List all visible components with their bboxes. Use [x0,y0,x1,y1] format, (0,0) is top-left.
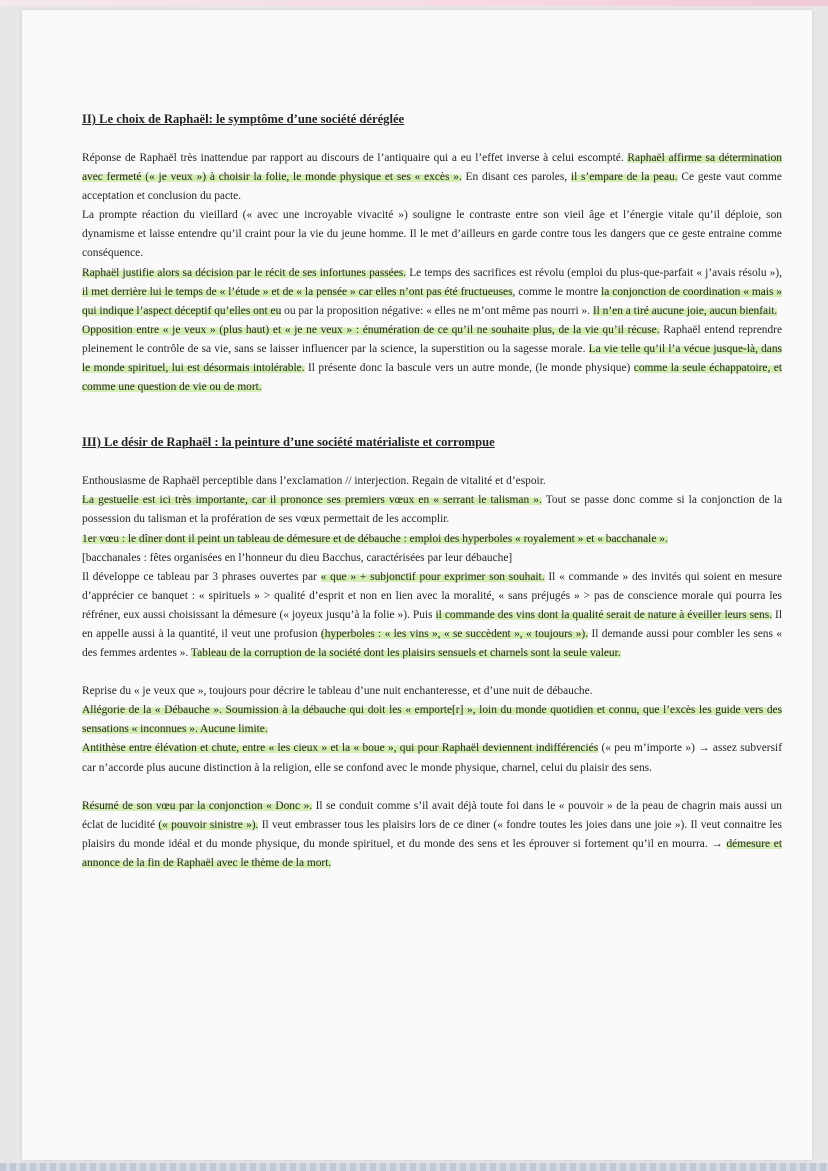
text-run: La prompte réaction du vieillard (« avec une incroyable vivacité ») souligne le contraste entre son vieil âge et l’énergie vitale qu’il déploie, son dynamisme et laisse entendre qu’il craint pour la vie du jeune homme. Il le met d’ailleurs en garde contre tous les dangers que ce geste entraine comme conséquence. [82,209,782,260]
section-3-paragraph-1 [82,472,782,663]
highlighted-text: Antithèse entre élévation et chute, entre « les cieux » et la « boue », qui pour Raphaël deviennent indifférenciés [82,742,599,755]
section-3-title: III) Le désir de Raphaël : la peinture d’une société matérialiste et corrompue [82,435,495,450]
text-run: Réponse de Raphaël très inattendue par rapport au discours de l’antiquaire qui a eu l’effet inverse à celui escompté. [82,152,628,164]
highlighted-text: Il n’en a tiré aucune joie, aucun bienfait. [592,304,778,317]
text-run: Il veut embrasser tous les plaisirs lors de ce diner (« fondre toutes les joies dans une joie »). Il veut connaitre les plaisirs du monde idéal et du monde physique, du monde spirituel, et du monde des sens et les éprouver si fortement qu’il en mourra. → [82,818,782,850]
text-run: Il « commande » des invités qui soient en mesure d’apprécier ce banquet : « spirituels » > qualité d’esprit et non en lien avec la moralité, « sans préjugés » > pas de conscience morale qui pourra les réfréner, eux aussi choisissant la démesure (« joyeux jusqu’à la folie »). Puis [82,570,783,621]
highlighted-text: il commande des vins dont la qualité serait de nature à éveiller leurs sens. [435,608,773,621]
highlighted-text: il met derrière lui le temps de « l’étude » et de « la pensée » car elles n’ont pas été fructueuses [82,285,513,298]
highlighted-text: comme la seule échappatoire, et comme une question de vie ou de mort. [82,362,782,394]
section-spacer [82,397,782,433]
text-run: Raphaël entend reprendre pleinement le contrôle de sa vie, sans se laisser influencer par la science, la superstition ou la sagesse morale. [82,323,783,355]
section-3-paragraph-2 [82,682,782,777]
highlighted-text: Allégorie de la « Débauche ». Soumission à la débauche qui doit les « emporte[r] », loin du monde quotidien et connu, que l’excès les guide vers des sensations « inconnues ». Aucune limite. [82,704,782,736]
highlighted-text: la conjonction de coordination « mais » qui indique l’aspect déceptif qu’elles ont eu [82,285,783,317]
text-run: Il demande aussi pour combler les sens « des femmes ardentes ». [82,627,782,660]
highlighted-text: Raphaël affirme sa détermination avec fermeté (« je veux ») à choisir la folie, le monde physique et ses « excès ». [82,152,782,184]
text-run: Ce geste vaut comme acceptation et conclusion du pacte. [82,171,782,203]
text-run: Le temps des sacrifices est révolu (emploi du plus-que-parfait « j’avais résolu »), [406,266,782,279]
highlighted-text: Opposition entre « je veux » (plus haut) et « je ne veux » : énumération de ce qu’il ne souhaite plus, de la vie qu’il récuse. [82,323,660,336]
highlighted-text: « que » + subjonctif pour exprimer son souhait. [320,570,545,583]
paragraph-spacer [82,778,782,797]
section-3 [82,433,782,873]
text-run: Il en appelle aussi à la quantité, il veut une profusion [82,608,782,640]
section-2-paragraph [82,149,782,397]
document-page [22,10,812,1160]
text-run: Enthousiasme de Raphaël perceptible dans l’exclamation // interjection. Regain de vitalité et d’espoir. [82,475,546,488]
highlighted-text: il s’empare de la peau. [570,171,678,184]
document-content [82,110,782,873]
text-run: En disant ces paroles, [461,171,571,184]
highlighted-text: (hyperboles : « les vins », « se succèdent », « toujours »). [320,627,589,640]
section-2-title: II) Le choix de Raphaël: le symptôme d’une société déréglée [82,112,405,126]
highlighted-text: (« pouvoir sinistre »). [158,818,259,831]
text-run: , comme le montre [512,285,602,298]
text-run: (« peu m’importe ») → assez subversif car n’accorde plus aucune distinction à la religion, elle se confond avec le monde physique, charnel, celui du plaisir des sens. [82,742,782,774]
text-run: Tout se passe donc comme si la conjonction de la possession du talisman et la profération de ses vœux permettait de les accomplir. [82,494,783,526]
text-run: ou par la proposition négative: « elles ne m’ont même pas nourri ». [281,304,593,317]
highlighted-text: Tableau de la corruption de la société dont les plaisirs sensuels et charnels sont la seule valeur. [190,647,621,660]
text-run: Il présente donc la bascule vers un autre monde, (le monde physique) [304,362,634,375]
paragraph-spacer [82,663,782,682]
highlighted-text: démesure et annonce de la fin de Raphaël avec le thème de la mort. [82,837,782,869]
section-3-paragraph-3 [82,797,782,873]
text-run: Reprise du « je veux que », toujours pour décrire le tableau d’une nuit enchanteresse, et d’une nuit de débauche. [82,685,593,698]
paper-edge-top [0,0,828,6]
text-run: Il développe ce tableau par 3 phrases ouvertes par [82,570,321,583]
text-run: [bacchanales : fêtes organisées en l’honneur du dieu Bacchus, caractérisées par leur débauche] [82,551,513,564]
section-2 [82,110,782,397]
paper-edge-bottom [0,1163,828,1171]
highlighted-text: Raphaël justifie alors sa décision par le récit de ses infortunes passées. [82,266,407,279]
highlighted-text: La gestuelle est ici très importante, car il prononce ses premiers vœux en « serrant le talisman ». [82,494,542,507]
highlighted-text: Résumé de son vœu par la conjonction « Donc ». [82,799,313,812]
text-run: Il se conduit comme s’il avait déjà toute foi dans le « pouvoir » de la peau de chagrin mais aussi un éclat de lucidité [82,799,782,831]
highlighted-text: 1er vœu : le dîner dont il peint un tableau de démesure et de débauche : emploi des hyperboles « royalement » et « bacchanale ». [82,532,668,545]
highlighted-text: La vie telle qu’il l’a vécue jusque-là, dans le monde spirituel, lui est désormais intolérable. [82,342,782,375]
